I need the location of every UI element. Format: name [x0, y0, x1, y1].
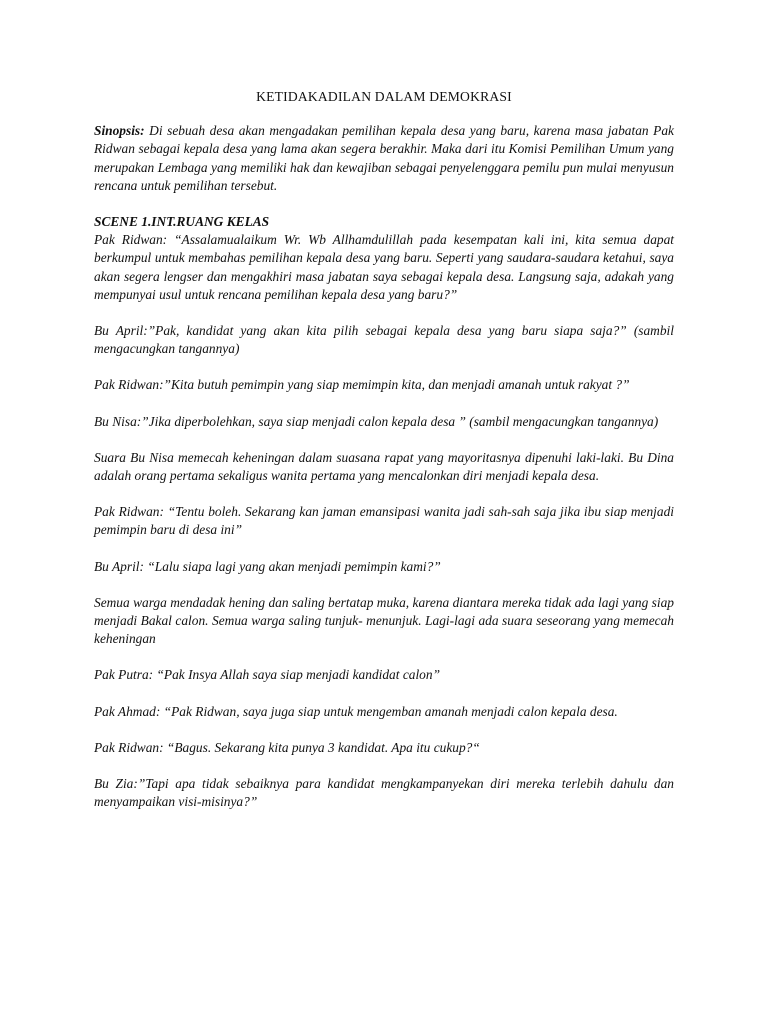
synopsis-paragraph: [94, 122, 674, 195]
scene-heading: SCENE 1.INT.RUANG KELAS: [94, 214, 270, 230]
script-paragraph: Bu April: “Lalu siapa lagi yang akan menjadi pemimpin kami?”: [94, 558, 441, 574]
script-paragraph: Pak Ridwan: “Bagus. Sekarang kita punya 3 kandidat. Apa itu cukup?“: [94, 739, 480, 755]
script-paragraph: Bu Nisa:”Jika diperbolehkan, saya siap menjadi calon kepala desa ” (sambil mengacungkan tangannya): [94, 413, 659, 429]
synopsis-label: Sinopsis:: [94, 123, 145, 139]
synopsis-text: Di sebuah desa akan mengadakan pemilihan kepala desa yang baru, karena masa jabatan Pak Ridwan sebagai kepala desa yang lama akan segera berakhir. Maka dari itu Komisi Pemilihan Umum yang merupakan Lembaga yang memiliki hak dan kewajiban sebagai penyelenggara pemilu pun mulai menyusun rencana untuk pemilihan tersebut.: [94, 123, 674, 193]
script-paragraph: Pak Ahmad: “Pak Ridwan, saya juga siap untuk mengemban amanah menjadi calon kepala desa.: [94, 703, 618, 719]
script-paragraph: Semua warga mendadak hening dan saling bertatap muka, karena diantara mereka tidak ada lagi yang siap menjadi Bakal calon. Semua warga saling tunjuk- menunjuk. Lagi-lagi ada suara seseorang yang memecah keheningan: [94, 594, 674, 647]
script-paragraph: Suara Bu Nisa memecah keheningan dalam suasana rapat yang mayoritasnya dipenuhi laki-laki. Bu Dina adalah orang pertama sekaligus wanita pertama yang mencalonkan diri menjadi kepala desa.: [94, 449, 674, 484]
script-paragraph: Pak Ridwan: “Tentu boleh. Sekarang kan jaman emansipasi wanita jadi sah-sah saja jika ibu siap menjadi pemimpin baru di desa ini”: [94, 504, 674, 538]
script-paragraph: Pak Putra: “Pak Insya Allah saya siap menjadi kandidat calon”: [94, 667, 441, 683]
script-paragraph: Bu Zia:”Tapi apa tidak sebaiknya para kandidat mengkampanyekan diri mereka terlebih dahulu dan menyampaikan visi-misinya?”: [94, 776, 674, 810]
document-title: KETIDAKADILAN DALAM DEMOKRASI: [256, 89, 512, 104]
script-paragraph: Pak Ridwan:”Kita butuh pemimpin yang siap memimpin kita, dan menjadi amanah untuk rakyat ?”: [94, 377, 630, 393]
script-paragraph: Pak Ridwan: “Assalamualaikum Wr. Wb Allhamdulillah pada kesempatan kali ini, kita semua dapat berkumpul untuk membahas pemilihan kepala desa yang baru. Seperti yang saudara-saudara ketahui, saya akan segera lengser dan mengakhiri masa jabatan saya sebagai kepala desa. Langsung saja, adakah yang mempunyai usul untuk rencana pemilihan kepala desa yang baru?”: [94, 232, 674, 302]
script-paragraph: Bu April:”Pak, kandidat yang akan kita pilih sebagai kepala desa yang baru siapa saja?” (sambil mengacungkan tangannya): [94, 323, 674, 357]
document-page: [94, 88, 674, 811]
